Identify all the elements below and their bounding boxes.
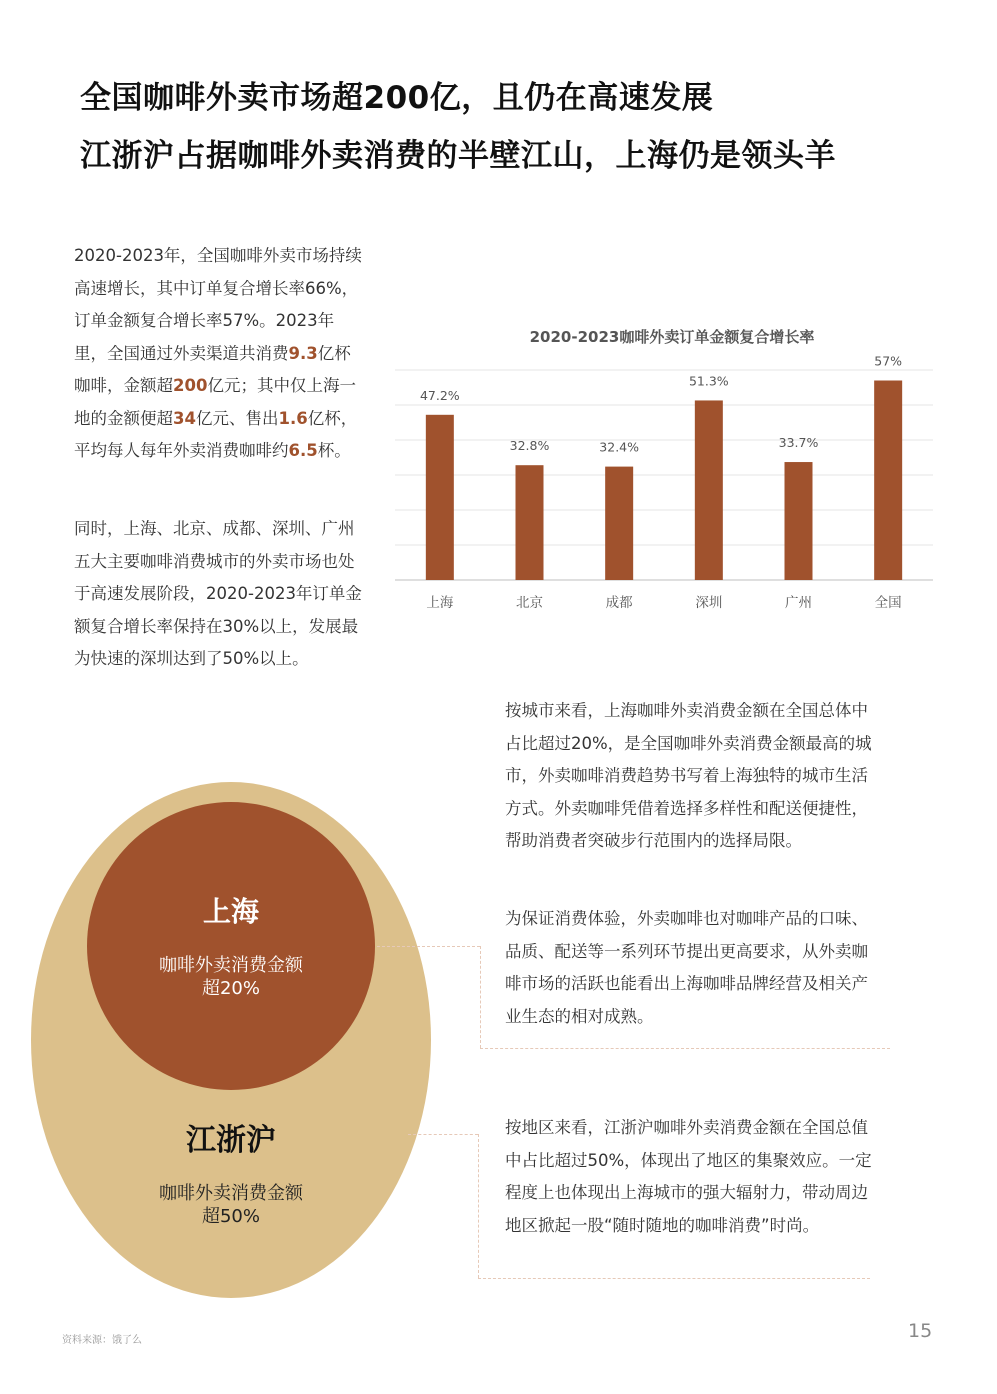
chart-bar (785, 462, 813, 580)
intro-text-b: 亿杯咖啡，金额超 (74, 343, 351, 395)
connector-jzh-horizontal (408, 1134, 478, 1135)
chart-category-label: 成都 (605, 595, 633, 611)
chart-grid (395, 370, 933, 580)
connector-jzh-bottom (478, 1278, 870, 1279)
connector-jzh-vertical (478, 1134, 479, 1278)
chart-bar (874, 381, 902, 581)
chart-value-labels (420, 354, 902, 455)
connector-shanghai-vertical (480, 946, 481, 1048)
chart-category-label: 北京 (516, 595, 543, 611)
chart-category-label: 上海 (426, 595, 454, 611)
chart-bar (605, 467, 633, 580)
chart-category-label: 深圳 (695, 595, 723, 611)
shanghai-circle (87, 802, 375, 1090)
highlight-cups: 9.3 (288, 343, 318, 363)
page-number: 15 (908, 1320, 933, 1342)
connector-shanghai-bottom (480, 1048, 890, 1049)
chart-value-label: 57% (874, 353, 903, 369)
highlight-shanghai-amount: 34 (173, 408, 196, 428)
highlight-per-person: 6.5 (288, 441, 318, 460)
region-analysis-paragraph: 按地区来看，江浙沪咖啡外卖消费金额在全国总值中占比超过50%，体现出了地区的集聚效应。一定程度上也体现出上海城市的强大辐射力，带动周边地区掀起一股“随时随地的咖啡消费”时尚。 (505, 1118, 872, 1235)
jiangzhehu-share (31, 1182, 431, 1228)
chart-value-label: 32.4% (599, 439, 640, 455)
chart-value-label: 32.8% (509, 438, 550, 454)
intro-paragraph-2: 同时，上海、北京、成都、深圳、广州五大主要咖啡消费城市的外卖市场也处于高速发展阶段，2020-2023年订单金额复合增长率保持在30%以上，发展最为快速的深圳达到了50%以上。 (74, 519, 362, 668)
data-source: 资料来源：饿了么 (62, 1335, 142, 1346)
chart-x-labels (426, 594, 901, 611)
quality-paragraph: 为保证消费体验，外卖咖啡也对咖啡产品的口味、品质、配送等一系列环节提出更高要求，从外卖咖啡市场的活跃也能看出上海咖啡品牌经营及相关产业生态的相对成熟。 (505, 909, 868, 1026)
connector-shanghai-horizontal (377, 946, 480, 947)
chart-value-label: 33.7% (778, 435, 819, 451)
intro-text-d: 亿元、售出 (195, 408, 279, 428)
chart-bar (426, 415, 454, 580)
shanghai-share-desc: 咖啡外卖消费金额 (159, 955, 303, 976)
growth-rate-bar-chart (385, 315, 945, 625)
chart-bar (695, 400, 723, 580)
chart-category-label: 全国 (874, 595, 902, 611)
jiangzhehu-share-desc: 咖啡外卖消费金额 (159, 1183, 303, 1204)
intro-text-a: 2020-2023年，全国咖啡外卖市场持续高速增长，其中订单复合增长率66%，订单金额复合增长率57%。2023年里，全国通过外卖渠道共消费 (74, 246, 362, 363)
intro-text-c: 亿元；其中仅上海一地的金额便超 (74, 376, 356, 428)
shanghai-label: 上海 (202, 895, 259, 928)
highlight-amount: 200 (173, 376, 208, 395)
chart-bars (426, 381, 902, 581)
jiangzhehu-share-value: 超50% (201, 1206, 260, 1227)
shanghai-share (87, 954, 375, 1000)
intro-text-f: 杯。 (317, 441, 351, 460)
shanghai-share-value: 超20% (201, 978, 260, 999)
intro-paragraph-1 (74, 240, 364, 468)
shanghai-analysis-paragraph: 按城市来看，上海咖啡外卖消费金额在全国总体中占比超过20%，是全国咖啡外卖消费金额最高的城市，外卖咖啡消费趋势书写着上海独特的城市生活方式。外卖咖啡凭借着选择多样性和配送便捷性，帮助消费者突破步行范围内的选择局限。 (505, 701, 872, 850)
intro-text-e: 亿杯，平均每人每年外卖消费咖啡约 (74, 408, 358, 460)
highlight-shanghai-cups: 1.6 (278, 408, 308, 428)
chart-bar (516, 465, 544, 580)
title-line-1: 全国咖啡外卖市场超200亿，且仍在高速发展 (80, 80, 714, 116)
title-line-2: 江浙沪占据咖啡外卖消费的半壁江山，上海仍是领头羊 (80, 138, 836, 174)
jiangzhehu-label: 江浙沪 (186, 1123, 276, 1158)
chart-value-label: 47.2% (419, 387, 460, 403)
chart-value-label: 51.3% (688, 373, 729, 389)
chart-category-label: 广州 (785, 595, 812, 611)
chart-title: 2020-2023咖啡外卖订单金额复合增长率 (529, 328, 815, 346)
